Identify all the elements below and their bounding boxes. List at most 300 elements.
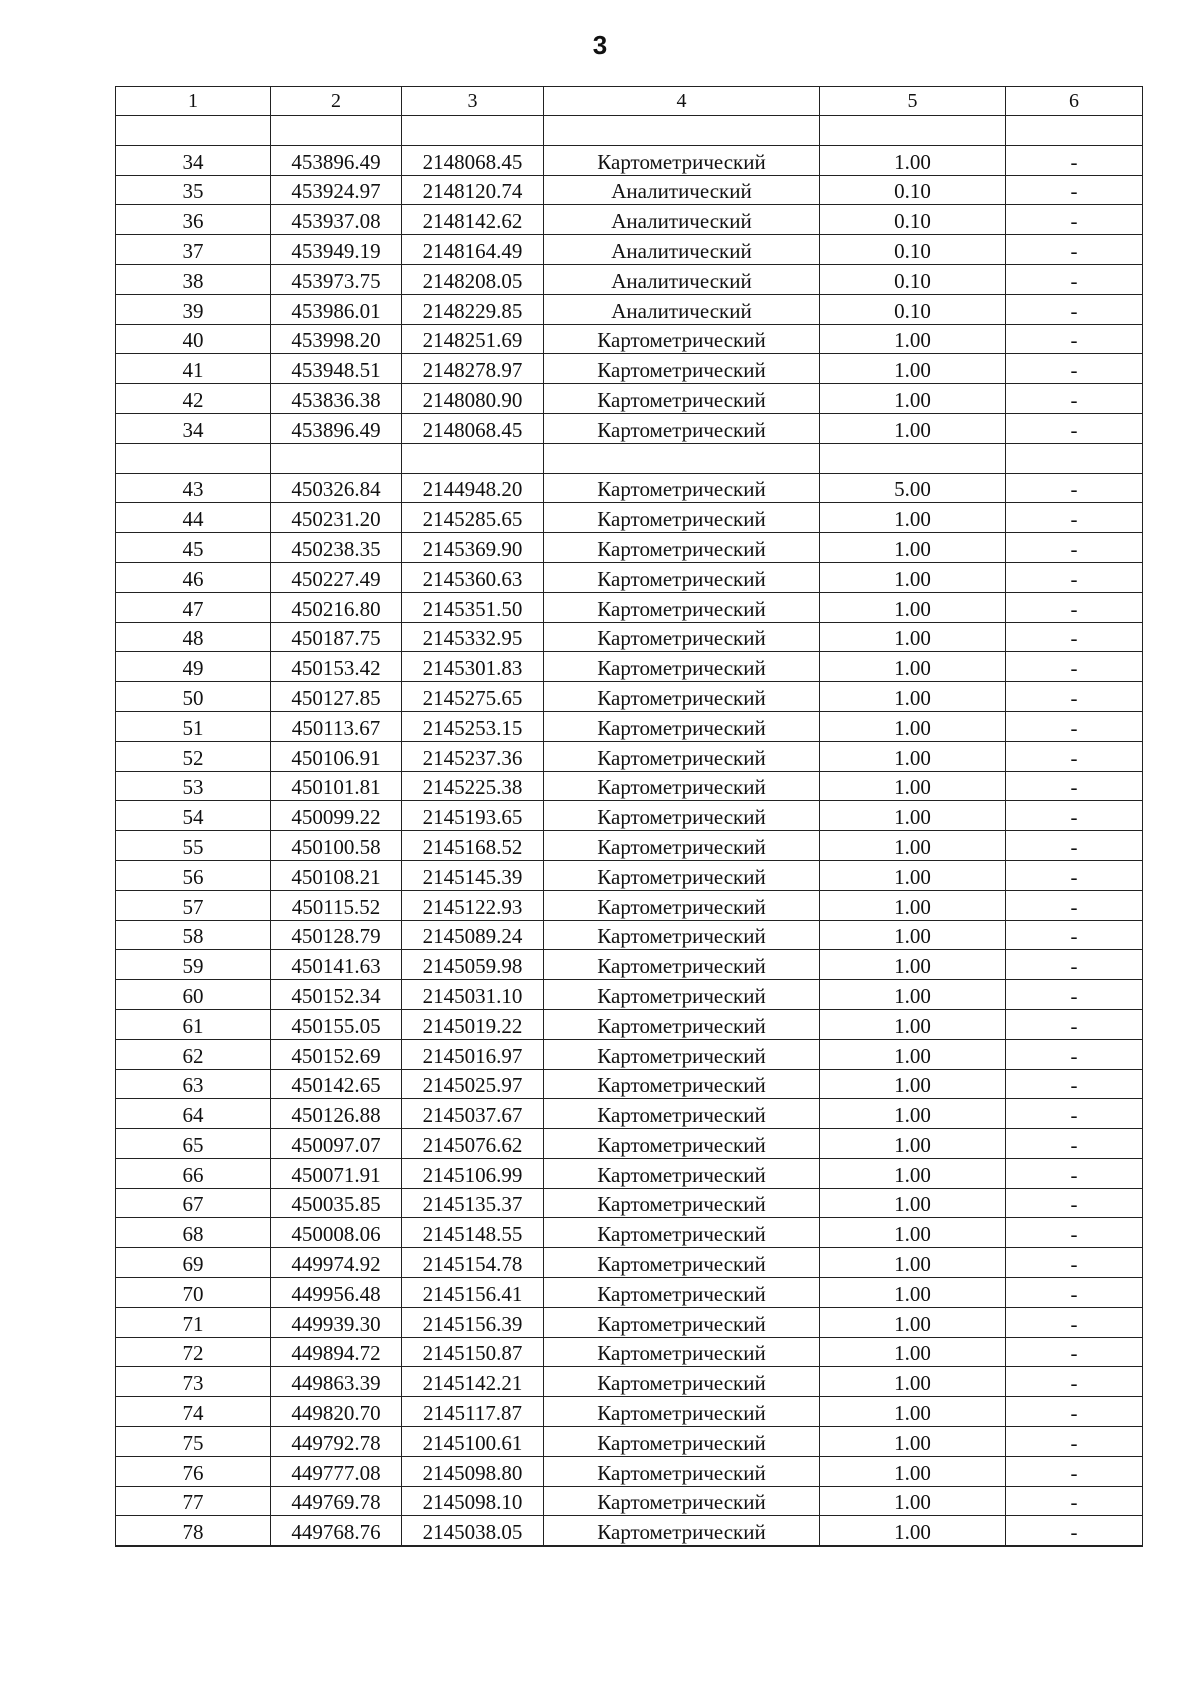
point-number-cell: 46 — [116, 562, 271, 592]
x-coordinate-cell: 453949.19 — [271, 235, 402, 265]
table-row — [116, 980, 1143, 1010]
point-number-cell: 54 — [116, 801, 271, 831]
table-separator-row — [116, 116, 1143, 146]
point-number-cell: 39 — [116, 294, 271, 324]
table-row — [116, 771, 1143, 801]
point-number-cell: 43 — [116, 473, 271, 503]
point-number-cell — [116, 443, 271, 473]
x-coordinate-cell: 453937.08 — [271, 205, 402, 235]
x-coordinate-cell: 449974.92 — [271, 1248, 402, 1278]
x-coordinate-cell: 450128.79 — [271, 920, 402, 950]
table-row — [116, 592, 1143, 622]
accuracy-cell: 5.00 — [820, 473, 1006, 503]
y-coordinate-cell: 2145225.38 — [402, 771, 544, 801]
x-coordinate-cell: 453973.75 — [271, 264, 402, 294]
method-cell: Картометрический — [544, 1337, 820, 1367]
x-coordinate-cell: 450231.20 — [271, 503, 402, 533]
accuracy-cell: 1.00 — [820, 1129, 1006, 1159]
method-cell: Аналитический — [544, 205, 820, 235]
point-number-cell: 67 — [116, 1188, 271, 1218]
y-coordinate-cell: 2145301.83 — [402, 652, 544, 682]
x-coordinate-cell: 450227.49 — [271, 562, 402, 592]
description-cell: - — [1006, 980, 1143, 1010]
point-number-cell: 64 — [116, 1099, 271, 1129]
method-cell: Картометрический — [544, 1367, 820, 1397]
method-cell: Картометрический — [544, 652, 820, 682]
method-cell: Картометрический — [544, 1218, 820, 1248]
y-coordinate-cell: 2148080.90 — [402, 384, 544, 414]
x-coordinate-cell: 450152.34 — [271, 980, 402, 1010]
point-number-cell: 59 — [116, 950, 271, 980]
y-coordinate-cell: 2145016.97 — [402, 1039, 544, 1069]
y-coordinate-cell: 2145275.65 — [402, 682, 544, 712]
page-number: 3 — [592, 30, 608, 60]
y-coordinate-cell — [402, 116, 544, 146]
table-row — [116, 324, 1143, 354]
x-coordinate-cell: 449863.39 — [271, 1367, 402, 1397]
y-coordinate-cell: 2145145.39 — [402, 860, 544, 890]
accuracy-cell: 1.00 — [820, 890, 1006, 920]
method-cell: Картометрический — [544, 384, 820, 414]
table-row — [116, 1248, 1143, 1278]
table-row — [116, 890, 1143, 920]
x-coordinate-cell: 449939.30 — [271, 1307, 402, 1337]
x-coordinate-cell: 450141.63 — [271, 950, 402, 980]
method-cell: Аналитический — [544, 175, 820, 205]
accuracy-cell: 1.00 — [820, 1009, 1006, 1039]
method-cell: Картометрический — [544, 622, 820, 652]
table-row — [116, 711, 1143, 741]
accuracy-cell: 1.00 — [820, 354, 1006, 384]
table-row — [116, 384, 1143, 414]
description-cell: - — [1006, 503, 1143, 533]
y-coordinate-cell: 2145106.99 — [402, 1158, 544, 1188]
y-coordinate-cell: 2145122.93 — [402, 890, 544, 920]
table-row — [116, 533, 1143, 563]
column-header-1: 1 — [116, 87, 271, 116]
table-row — [116, 950, 1143, 980]
accuracy-cell: 1.00 — [820, 1456, 1006, 1486]
point-number-cell: 69 — [116, 1248, 271, 1278]
table-row — [116, 1456, 1143, 1486]
table-row — [116, 920, 1143, 950]
x-coordinate-cell: 450326.84 — [271, 473, 402, 503]
x-coordinate-cell: 450187.75 — [271, 622, 402, 652]
description-cell: - — [1006, 1248, 1143, 1278]
x-coordinate-cell: 449777.08 — [271, 1456, 402, 1486]
method-cell: Картометрический — [544, 1397, 820, 1427]
accuracy-cell: 1.00 — [820, 950, 1006, 980]
accuracy-cell: 1.00 — [820, 503, 1006, 533]
table-row — [116, 562, 1143, 592]
x-coordinate-cell: 449768.76 — [271, 1516, 402, 1546]
description-cell: - — [1006, 1486, 1143, 1516]
point-number-cell: 41 — [116, 354, 271, 384]
description-cell: - — [1006, 205, 1143, 235]
x-coordinate-cell: 450115.52 — [271, 890, 402, 920]
x-coordinate-cell: 453896.49 — [271, 145, 402, 175]
column-header-4: 4 — [544, 87, 820, 116]
point-number-cell: 45 — [116, 533, 271, 563]
description-cell: - — [1006, 1218, 1143, 1248]
y-coordinate-cell: 2148278.97 — [402, 354, 544, 384]
table-row — [116, 1278, 1143, 1308]
description-cell: - — [1006, 145, 1143, 175]
method-cell: Картометрический — [544, 1486, 820, 1516]
table-row — [116, 1218, 1143, 1248]
method-cell: Картометрический — [544, 1009, 820, 1039]
table-row — [116, 1129, 1143, 1159]
description-cell: - — [1006, 384, 1143, 414]
table-row — [116, 801, 1143, 831]
y-coordinate-cell: 2148208.05 — [402, 264, 544, 294]
description-cell: - — [1006, 1397, 1143, 1427]
accuracy-cell: 0.10 — [820, 175, 1006, 205]
accuracy-cell: 1.00 — [820, 741, 1006, 771]
x-coordinate-cell: 450108.21 — [271, 860, 402, 890]
description-cell: - — [1006, 711, 1143, 741]
y-coordinate-cell: 2145193.65 — [402, 801, 544, 831]
column-header-6: 6 — [1006, 87, 1143, 116]
point-number-cell: 63 — [116, 1069, 271, 1099]
description-cell: - — [1006, 1456, 1143, 1486]
method-cell: Аналитический — [544, 235, 820, 265]
table-separator-row — [116, 443, 1143, 473]
y-coordinate-cell — [402, 443, 544, 473]
description-cell: - — [1006, 652, 1143, 682]
point-number-cell: 58 — [116, 920, 271, 950]
description-cell: - — [1006, 682, 1143, 712]
table-row — [116, 1069, 1143, 1099]
coordinates-table — [115, 86, 1143, 1547]
y-coordinate-cell: 2148251.69 — [402, 324, 544, 354]
point-number-cell: 36 — [116, 205, 271, 235]
point-number-cell: 55 — [116, 831, 271, 861]
point-number-cell: 50 — [116, 682, 271, 712]
x-coordinate-cell — [271, 443, 402, 473]
method-cell: Картометрический — [544, 1188, 820, 1218]
table-row — [116, 1427, 1143, 1457]
y-coordinate-cell: 2145154.78 — [402, 1248, 544, 1278]
y-coordinate-cell: 2145059.98 — [402, 950, 544, 980]
x-coordinate-cell: 453986.01 — [271, 294, 402, 324]
description-cell: - — [1006, 294, 1143, 324]
y-coordinate-cell: 2145285.65 — [402, 503, 544, 533]
method-cell: Аналитический — [544, 264, 820, 294]
y-coordinate-cell: 2145019.22 — [402, 1009, 544, 1039]
accuracy-cell: 1.00 — [820, 771, 1006, 801]
x-coordinate-cell: 450238.35 — [271, 533, 402, 563]
x-coordinate-cell: 450008.06 — [271, 1218, 402, 1248]
method-cell — [544, 443, 820, 473]
accuracy-cell: 1.00 — [820, 831, 1006, 861]
y-coordinate-cell: 2145150.87 — [402, 1337, 544, 1367]
accuracy-cell — [820, 116, 1006, 146]
y-coordinate-cell: 2145089.24 — [402, 920, 544, 950]
x-coordinate-cell: 449820.70 — [271, 1397, 402, 1427]
description-cell: - — [1006, 920, 1143, 950]
x-coordinate-cell: 453924.97 — [271, 175, 402, 205]
description-cell — [1006, 443, 1143, 473]
method-cell: Картометрический — [544, 324, 820, 354]
y-coordinate-cell: 2145148.55 — [402, 1218, 544, 1248]
y-coordinate-cell: 2145369.90 — [402, 533, 544, 563]
accuracy-cell: 1.00 — [820, 860, 1006, 890]
point-number-cell: 78 — [116, 1516, 271, 1546]
y-coordinate-cell: 2148068.45 — [402, 413, 544, 443]
description-cell: - — [1006, 592, 1143, 622]
point-number-cell — [116, 116, 271, 146]
y-coordinate-cell: 2148120.74 — [402, 175, 544, 205]
point-number-cell: 76 — [116, 1456, 271, 1486]
point-number-cell: 35 — [116, 175, 271, 205]
description-cell: - — [1006, 801, 1143, 831]
point-number-cell: 57 — [116, 890, 271, 920]
accuracy-cell: 1.00 — [820, 1486, 1006, 1516]
table-header-row — [116, 87, 1143, 116]
y-coordinate-cell: 2144948.20 — [402, 473, 544, 503]
method-cell: Картометрический — [544, 145, 820, 175]
accuracy-cell: 1.00 — [820, 384, 1006, 414]
method-cell: Картометрический — [544, 533, 820, 563]
description-cell: - — [1006, 831, 1143, 861]
x-coordinate-cell: 453836.38 — [271, 384, 402, 414]
table-row — [116, 235, 1143, 265]
table-row — [116, 1337, 1143, 1367]
x-coordinate-cell: 449894.72 — [271, 1337, 402, 1367]
description-cell: - — [1006, 1278, 1143, 1308]
method-cell: Картометрический — [544, 890, 820, 920]
point-number-cell: 74 — [116, 1397, 271, 1427]
table-row — [116, 682, 1143, 712]
method-cell: Картометрический — [544, 801, 820, 831]
table-row — [116, 1486, 1143, 1516]
accuracy-cell: 1.00 — [820, 1188, 1006, 1218]
accuracy-cell: 1.00 — [820, 920, 1006, 950]
method-cell: Картометрический — [544, 920, 820, 950]
description-cell: - — [1006, 1337, 1143, 1367]
table-row — [116, 860, 1143, 890]
description-cell: - — [1006, 1099, 1143, 1129]
table-row — [116, 1397, 1143, 1427]
x-coordinate-cell: 449956.48 — [271, 1278, 402, 1308]
description-cell: - — [1006, 1367, 1143, 1397]
point-number-cell: 34 — [116, 145, 271, 175]
accuracy-cell: 1.00 — [820, 562, 1006, 592]
description-cell: - — [1006, 1158, 1143, 1188]
accuracy-cell: 1.00 — [820, 413, 1006, 443]
column-header-3: 3 — [402, 87, 544, 116]
column-header-2: 2 — [271, 87, 402, 116]
description-cell: - — [1006, 354, 1143, 384]
table-row — [116, 1516, 1143, 1546]
accuracy-cell: 1.00 — [820, 652, 1006, 682]
description-cell: - — [1006, 413, 1143, 443]
x-coordinate-cell: 450097.07 — [271, 1129, 402, 1159]
accuracy-cell: 1.00 — [820, 145, 1006, 175]
method-cell: Картометрический — [544, 831, 820, 861]
description-cell: - — [1006, 175, 1143, 205]
description-cell: - — [1006, 1307, 1143, 1337]
method-cell: Картометрический — [544, 1248, 820, 1278]
x-coordinate-cell: 450153.42 — [271, 652, 402, 682]
accuracy-cell: 1.00 — [820, 1069, 1006, 1099]
description-cell: - — [1006, 1129, 1143, 1159]
x-coordinate-cell: 453998.20 — [271, 324, 402, 354]
table-row — [116, 1009, 1143, 1039]
x-coordinate-cell: 450127.85 — [271, 682, 402, 712]
y-coordinate-cell: 2148229.85 — [402, 294, 544, 324]
y-coordinate-cell: 2145076.62 — [402, 1129, 544, 1159]
accuracy-cell: 0.10 — [820, 264, 1006, 294]
table-row — [116, 831, 1143, 861]
point-number-cell: 73 — [116, 1367, 271, 1397]
x-coordinate-cell: 450035.85 — [271, 1188, 402, 1218]
x-coordinate-cell: 453896.49 — [271, 413, 402, 443]
x-coordinate-cell: 450099.22 — [271, 801, 402, 831]
table-row — [116, 1099, 1143, 1129]
accuracy-cell: 1.00 — [820, 980, 1006, 1010]
x-coordinate-cell — [271, 116, 402, 146]
y-coordinate-cell: 2145253.15 — [402, 711, 544, 741]
accuracy-cell: 1.00 — [820, 1218, 1006, 1248]
accuracy-cell: 1.00 — [820, 1158, 1006, 1188]
accuracy-cell — [820, 443, 1006, 473]
description-cell: - — [1006, 860, 1143, 890]
method-cell: Картометрический — [544, 592, 820, 622]
description-cell: - — [1006, 890, 1143, 920]
table-row — [116, 175, 1143, 205]
point-number-cell: 34 — [116, 413, 271, 443]
description-cell: - — [1006, 562, 1143, 592]
method-cell: Картометрический — [544, 1039, 820, 1069]
x-coordinate-cell: 450142.65 — [271, 1069, 402, 1099]
description-cell: - — [1006, 324, 1143, 354]
accuracy-cell: 1.00 — [820, 1397, 1006, 1427]
method-cell: Картометрический — [544, 771, 820, 801]
x-coordinate-cell: 450155.05 — [271, 1009, 402, 1039]
y-coordinate-cell: 2145360.63 — [402, 562, 544, 592]
accuracy-cell: 1.00 — [820, 1337, 1006, 1367]
method-cell: Картометрический — [544, 354, 820, 384]
y-coordinate-cell: 2145156.39 — [402, 1307, 544, 1337]
table-row — [116, 652, 1143, 682]
description-cell — [1006, 116, 1143, 146]
y-coordinate-cell: 2145100.61 — [402, 1427, 544, 1457]
table-row — [116, 264, 1143, 294]
description-cell: - — [1006, 771, 1143, 801]
method-cell: Картометрический — [544, 741, 820, 771]
method-cell: Картометрический — [544, 1307, 820, 1337]
x-coordinate-cell: 450113.67 — [271, 711, 402, 741]
description-cell: - — [1006, 1516, 1143, 1546]
point-number-cell: 60 — [116, 980, 271, 1010]
point-number-cell: 48 — [116, 622, 271, 652]
accuracy-cell: 1.00 — [820, 533, 1006, 563]
point-number-cell: 37 — [116, 235, 271, 265]
x-coordinate-cell: 450106.91 — [271, 741, 402, 771]
description-cell: - — [1006, 1009, 1143, 1039]
point-number-cell: 71 — [116, 1307, 271, 1337]
point-number-cell: 70 — [116, 1278, 271, 1308]
description-cell: - — [1006, 1427, 1143, 1457]
method-cell: Картометрический — [544, 1069, 820, 1099]
accuracy-cell: 1.00 — [820, 592, 1006, 622]
table-row — [116, 503, 1143, 533]
x-coordinate-cell: 449792.78 — [271, 1427, 402, 1457]
x-coordinate-cell: 450071.91 — [271, 1158, 402, 1188]
y-coordinate-cell: 2145332.95 — [402, 622, 544, 652]
table-row — [116, 1367, 1143, 1397]
description-cell: - — [1006, 1039, 1143, 1069]
column-header-5: 5 — [820, 87, 1006, 116]
point-number-cell: 53 — [116, 771, 271, 801]
point-number-cell: 51 — [116, 711, 271, 741]
method-cell: Картометрический — [544, 1099, 820, 1129]
accuracy-cell: 0.10 — [820, 205, 1006, 235]
point-number-cell: 44 — [116, 503, 271, 533]
description-cell: - — [1006, 533, 1143, 563]
accuracy-cell: 0.10 — [820, 235, 1006, 265]
description-cell: - — [1006, 235, 1143, 265]
table-row — [116, 1188, 1143, 1218]
accuracy-cell: 1.00 — [820, 1278, 1006, 1308]
method-cell: Картометрический — [544, 711, 820, 741]
description-cell: - — [1006, 741, 1143, 771]
method-cell: Картометрический — [544, 503, 820, 533]
point-number-cell: 52 — [116, 741, 271, 771]
y-coordinate-cell: 2145237.36 — [402, 741, 544, 771]
point-number-cell: 47 — [116, 592, 271, 622]
point-number-cell: 65 — [116, 1129, 271, 1159]
point-number-cell: 68 — [116, 1218, 271, 1248]
method-cell: Картометрический — [544, 1456, 820, 1486]
point-number-cell: 66 — [116, 1158, 271, 1188]
method-cell: Картометрический — [544, 413, 820, 443]
table-row — [116, 354, 1143, 384]
point-number-cell: 75 — [116, 1427, 271, 1457]
accuracy-cell: 1.00 — [820, 1307, 1006, 1337]
y-coordinate-cell: 2145098.10 — [402, 1486, 544, 1516]
table-row — [116, 205, 1143, 235]
y-coordinate-cell: 2145031.10 — [402, 980, 544, 1010]
table-row — [116, 1307, 1143, 1337]
description-cell: - — [1006, 1188, 1143, 1218]
description-cell: - — [1006, 1069, 1143, 1099]
x-coordinate-cell: 449769.78 — [271, 1486, 402, 1516]
table-row — [116, 1039, 1143, 1069]
y-coordinate-cell: 2148164.49 — [402, 235, 544, 265]
y-coordinate-cell: 2145037.67 — [402, 1099, 544, 1129]
accuracy-cell: 1.00 — [820, 1427, 1006, 1457]
method-cell — [544, 116, 820, 146]
x-coordinate-cell: 453948.51 — [271, 354, 402, 384]
x-coordinate-cell: 450152.69 — [271, 1039, 402, 1069]
accuracy-cell: 1.00 — [820, 1099, 1006, 1129]
method-cell: Картометрический — [544, 950, 820, 980]
y-coordinate-cell: 2145098.80 — [402, 1456, 544, 1486]
description-cell: - — [1006, 264, 1143, 294]
y-coordinate-cell: 2145156.41 — [402, 1278, 544, 1308]
y-coordinate-cell: 2148068.45 — [402, 145, 544, 175]
point-number-cell: 49 — [116, 652, 271, 682]
point-number-cell: 42 — [116, 384, 271, 414]
method-cell: Картометрический — [544, 682, 820, 712]
x-coordinate-cell: 450216.80 — [271, 592, 402, 622]
method-cell: Картометрический — [544, 980, 820, 1010]
accuracy-cell: 1.00 — [820, 682, 1006, 712]
method-cell: Картометрический — [544, 1278, 820, 1308]
